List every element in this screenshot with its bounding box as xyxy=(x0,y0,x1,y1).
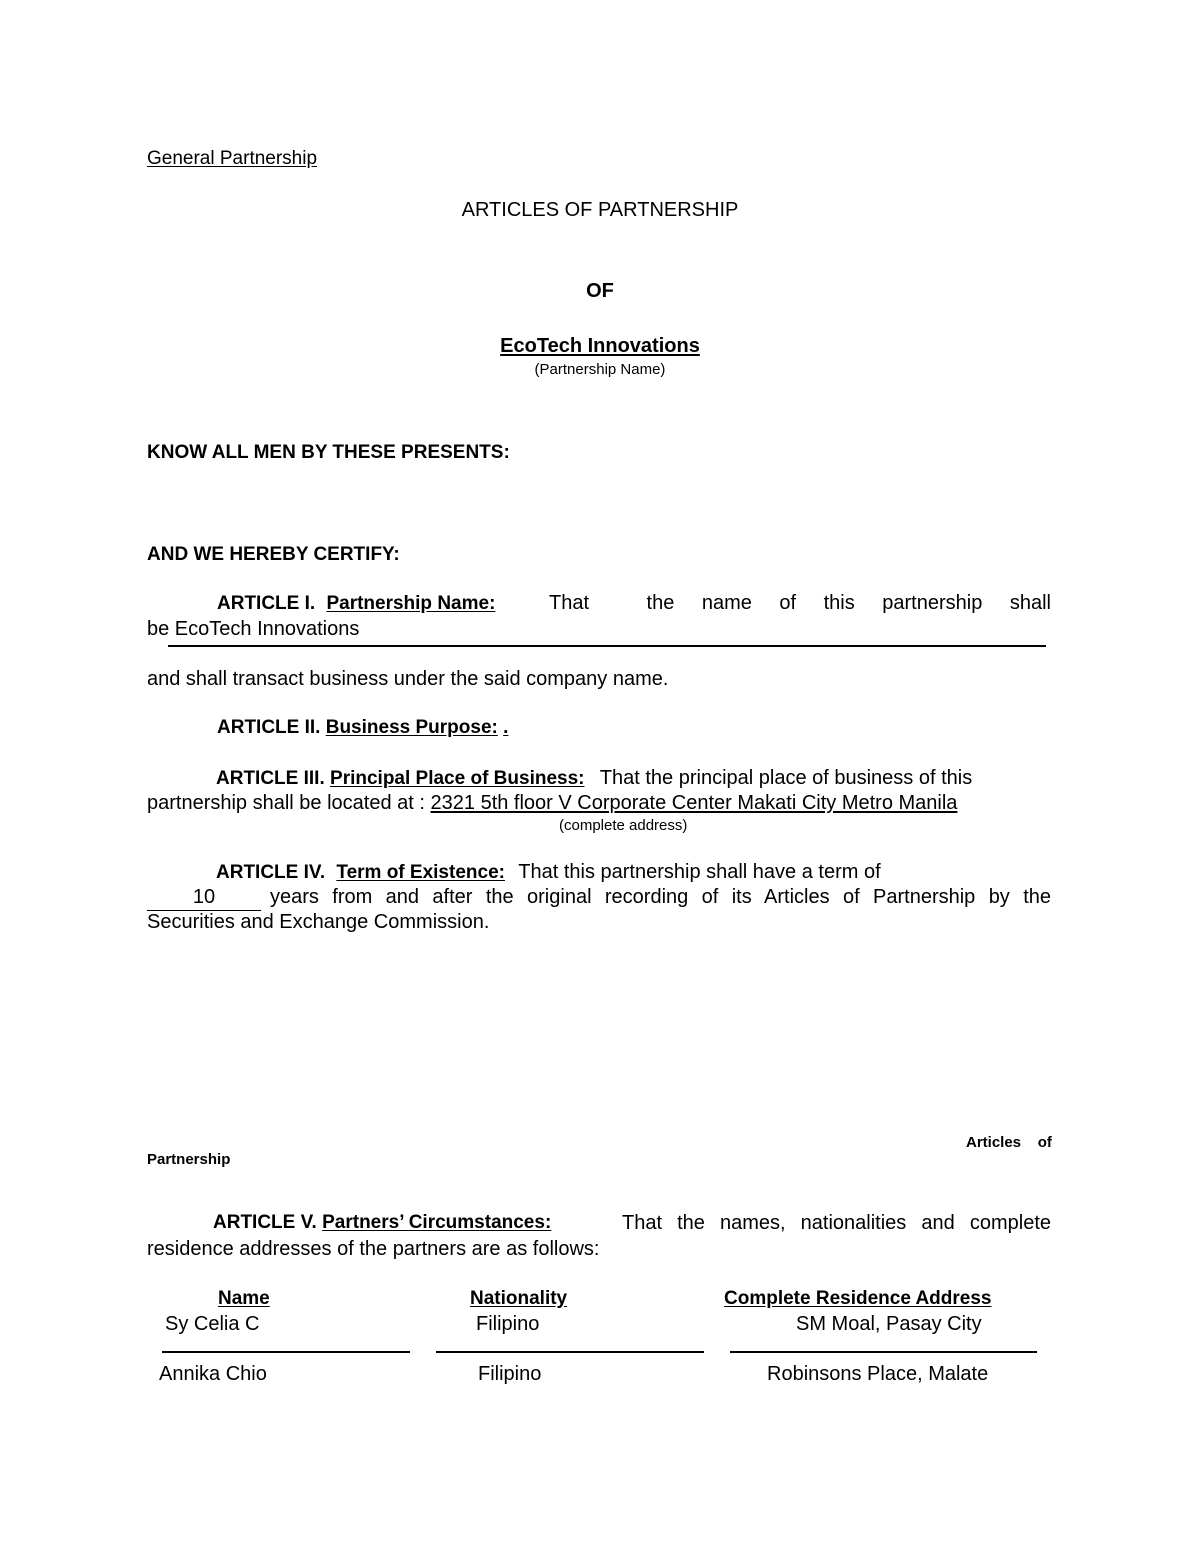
partner-2-nationality: Filipino xyxy=(478,1363,542,1385)
article-3-heading: Principal Place of Business: xyxy=(330,768,585,789)
article-1-lead xyxy=(217,593,495,615)
certify-heading: AND WE HEREBY CERTIFY: xyxy=(147,544,400,565)
page-header-line2: Partnership xyxy=(147,1151,231,1168)
column-header-name: Name xyxy=(218,1288,270,1309)
article-5-heading: Partners’ Circumstances: xyxy=(322,1212,552,1233)
article-1-word: partnership xyxy=(882,592,983,614)
term-years-value: 10 xyxy=(192,886,216,908)
page-header-line1: Articles of xyxy=(966,1134,1052,1151)
article-3-text2: partnership shall be located at : xyxy=(147,792,425,814)
article-3-text1: That the principal place of business of this xyxy=(599,767,973,789)
term-years-blank xyxy=(147,886,261,911)
article-3-line2 xyxy=(147,792,957,815)
article-3-number: ARTICLE III. xyxy=(216,768,325,789)
article-2-heading: Business Purpose: xyxy=(325,717,498,738)
article-4-text3: Securities and Exchange Commission. xyxy=(147,911,490,933)
partnership-name-caption: (Partnership Name) xyxy=(534,361,666,378)
partner-1-name: Sy Celia C xyxy=(165,1313,260,1335)
article-2-number: ARTICLE II. xyxy=(217,717,321,738)
partner-nationality-rule xyxy=(436,1351,704,1353)
article-1-word: the xyxy=(646,592,675,614)
article-5-text2: residence addresses of the partners are as follows: xyxy=(147,1238,600,1260)
column-header-nationality: Nationality xyxy=(470,1288,568,1309)
article-1-word: of xyxy=(779,592,797,614)
partner-1-nationality: Filipino xyxy=(476,1313,540,1335)
partner-address-rule xyxy=(730,1351,1037,1353)
article-1-heading: Partnership Name: xyxy=(326,593,496,614)
know-all-men-heading: KNOW ALL MEN BY THESE PRESENTS: xyxy=(147,442,510,463)
article-1-text xyxy=(549,592,1051,615)
article-3-address: 2321 5th floor V Corporate Center Makati City Metro Manila xyxy=(430,792,958,814)
article-4-text1: That this partnership shall have a term of xyxy=(518,861,881,883)
column-header-address: Complete Residence Address xyxy=(724,1288,992,1309)
document-title: ARTICLES OF PARTNERSHIP xyxy=(461,199,739,221)
article-1-number: ARTICLE I. xyxy=(217,593,316,614)
partnership-name: EcoTech Innovations xyxy=(500,335,700,357)
article-1-fill-line xyxy=(168,645,1046,647)
partner-name-rule xyxy=(162,1351,410,1353)
article-1-text-line3: and shall transact business under the said company name. xyxy=(147,668,669,690)
article-4-heading: Term of Existence: xyxy=(336,862,505,883)
article-2-value: . xyxy=(503,717,509,738)
partnership-name-heading xyxy=(0,335,1200,358)
partner-2-name: Annika Chio xyxy=(159,1363,267,1385)
article-1-word: name xyxy=(701,592,752,614)
article-3-address-caption: (complete address) xyxy=(559,817,688,834)
partner-1-address: SM Moal, Pasay City xyxy=(796,1313,982,1335)
form-type-label: General Partnership xyxy=(147,148,318,169)
article-4-number: ARTICLE IV. xyxy=(216,862,326,883)
article-1-word: this xyxy=(823,592,855,614)
title-of: OF xyxy=(586,280,614,302)
article-5-text1: That the names, nationalities and complete xyxy=(622,1212,1051,1234)
article-1-word: That xyxy=(549,592,590,614)
article-4-text2: years from and after the original recording of its Articles of Partnership by the xyxy=(270,886,1051,908)
article-1-name-line: be EcoTech Innovations xyxy=(147,618,360,640)
article-4-lead xyxy=(216,861,881,884)
article-5-lead xyxy=(213,1212,551,1234)
article-5-number: ARTICLE V. xyxy=(213,1212,317,1233)
article-1-word: shall xyxy=(1009,592,1051,614)
article-3-lead xyxy=(216,767,972,790)
partner-2-address: Robinsons Place, Malate xyxy=(767,1363,989,1385)
article-2 xyxy=(217,717,508,739)
